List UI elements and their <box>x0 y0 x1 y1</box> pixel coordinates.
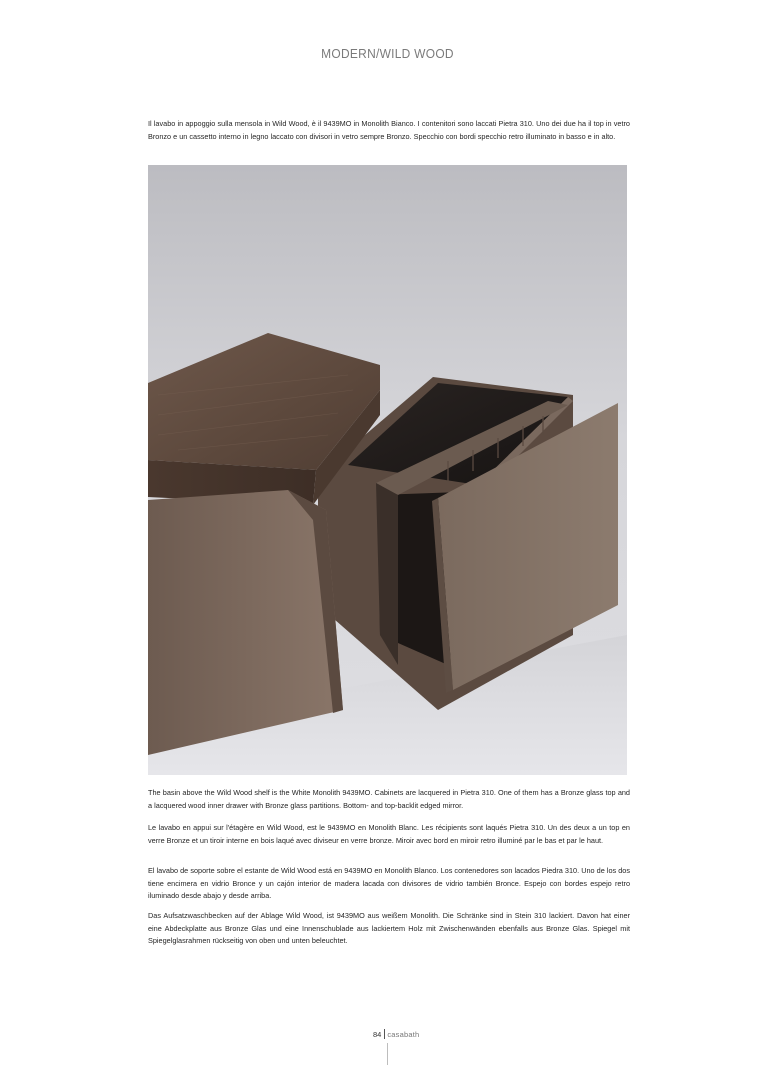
footer-divider <box>384 1029 385 1039</box>
footer-rule <box>387 1043 388 1065</box>
description-german: Das Aufsatzwaschbecken auf der Ablage Wild Wood, ist 9439MO aus weißem Monolith. Die Schränke sind in Stein 310 lackiert. Davon hat einer eine Abdeckplatte aus Bronze Glas und eine Innenschublade aus lackiertem Holz mit Zwischenwänden ebenfalls aus Bronze Glas. Spiegel mit Spiegelglasrahmen rückseitig von oben und unten beleuchtet. <box>148 911 630 946</box>
page-number: 84 <box>373 1029 382 1039</box>
page-title: MODERN/WILD WOOD <box>321 46 454 61</box>
description-spanish: El lavabo de soporte sobre el estante de Wild Wood está en 9439MO en Monolith Blanco. Los contenedores son lacados Piedra 310. Uno de los dos tiene encimera en vidrio Bronce y un cajón interior de madera lacada con divisores de vidrio también Bronce. Espejo con bordes espejo retro iluminado desde abajo y desde arriba. <box>148 866 630 901</box>
description-italian: Il lavabo in appoggio sulla mensola in Wild Wood, è il 9439MO in Monolith Bianco. I contenitori sono laccati Pietra 310. Uno dei due ha il top in vetro Bronzo e un cassetto interno in legno laccato con divisori in vetro sempre Bronzo. Specchio con bordi specchio retro illuminato in basso e in alto. <box>148 119 630 141</box>
page-footer <box>373 1029 419 1039</box>
description-english: The basin above the Wild Wood shelf is the White Monolith 9439MO. Cabinets are lacquered in Pietra 310. One of them has a Bronze glass top and a lacquered wood inner drawer with Bronze glass partitions. Bottom- and top-backlit edged mirror. <box>148 788 630 810</box>
description-french: Le lavabo en appui sur l'étagère en Wild Wood, est le 9439MO en Monolith Blanc. Les récipients sont laqués Pietra 310. Un des deux a un top en verre Bronze et un tiroir interne en bois laqué avec diviseur en verre bronze. Miroir avec bord en miroir retro illuminé par le bas et par le haut. <box>148 823 630 845</box>
product-photo <box>148 165 627 775</box>
brand-name: casabath <box>387 1029 420 1039</box>
